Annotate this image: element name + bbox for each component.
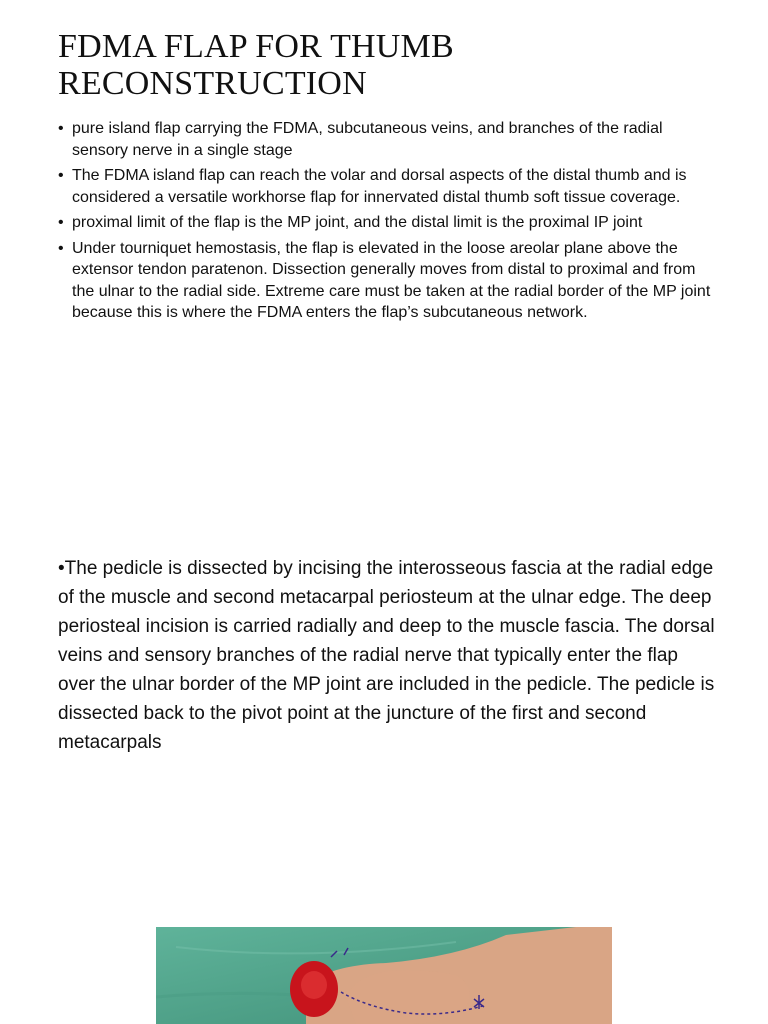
bullet-text: The FDMA island flap can reach the volar and dorsal aspects of the distal thumb and is considered a versatile workhorse flap for innervated distal thumb soft tissue coverage. — [72, 167, 687, 206]
bullet-text: proximal limit of the flap is the MP joint, and the distal limit is the proximal IP joint — [72, 214, 643, 231]
bullet-item — [58, 212, 718, 234]
bullet-symbol: • — [58, 214, 64, 231]
bullet-text: pure island flap carrying the FDMA, subcutaneous veins, and branches of the radial sensory nerve in a single stage — [72, 120, 663, 159]
bullet-text: Under tourniquet hemostasis, the flap is elevated in the loose areolar plane above the extensor tendon paratenon. Dissection generally moves from distal to proximal and from the ulnar to the radial side. Extreme care must be taken at the radial border of the MP joint because this is where the FDMA enters the flap’s subcutaneous network. — [72, 239, 711, 321]
bullet-symbol: • — [58, 167, 64, 184]
pedicle-paragraph: •The pedicle is dissected by incising the interosseous fascia at the radial edge of the muscle and second metacarpal periosteum at the ulnar edge. The deep periosteal incision is carried radially and deep to the muscle fascia. The dorsal veins and sensory branches of the radial nerve that typically enter the flap over the ulnar border of the MP joint are included in the pedicle. The pedicle is dissected back to the pivot point at the juncture of the first and second metacarpals — [58, 558, 715, 753]
bullet-symbol: • — [58, 239, 64, 257]
bullet-symbol: • — [58, 120, 64, 137]
slide-title: FDMA FLAP FOR THUMB RECONSTRUCTION — [58, 28, 454, 102]
bullet-item — [58, 118, 718, 161]
surgical-photo-illustration — [156, 927, 612, 1024]
bullet-item — [58, 238, 718, 324]
bullet-item — [58, 165, 718, 208]
bullet-list — [58, 118, 718, 328]
surgical-photo — [156, 927, 612, 1024]
